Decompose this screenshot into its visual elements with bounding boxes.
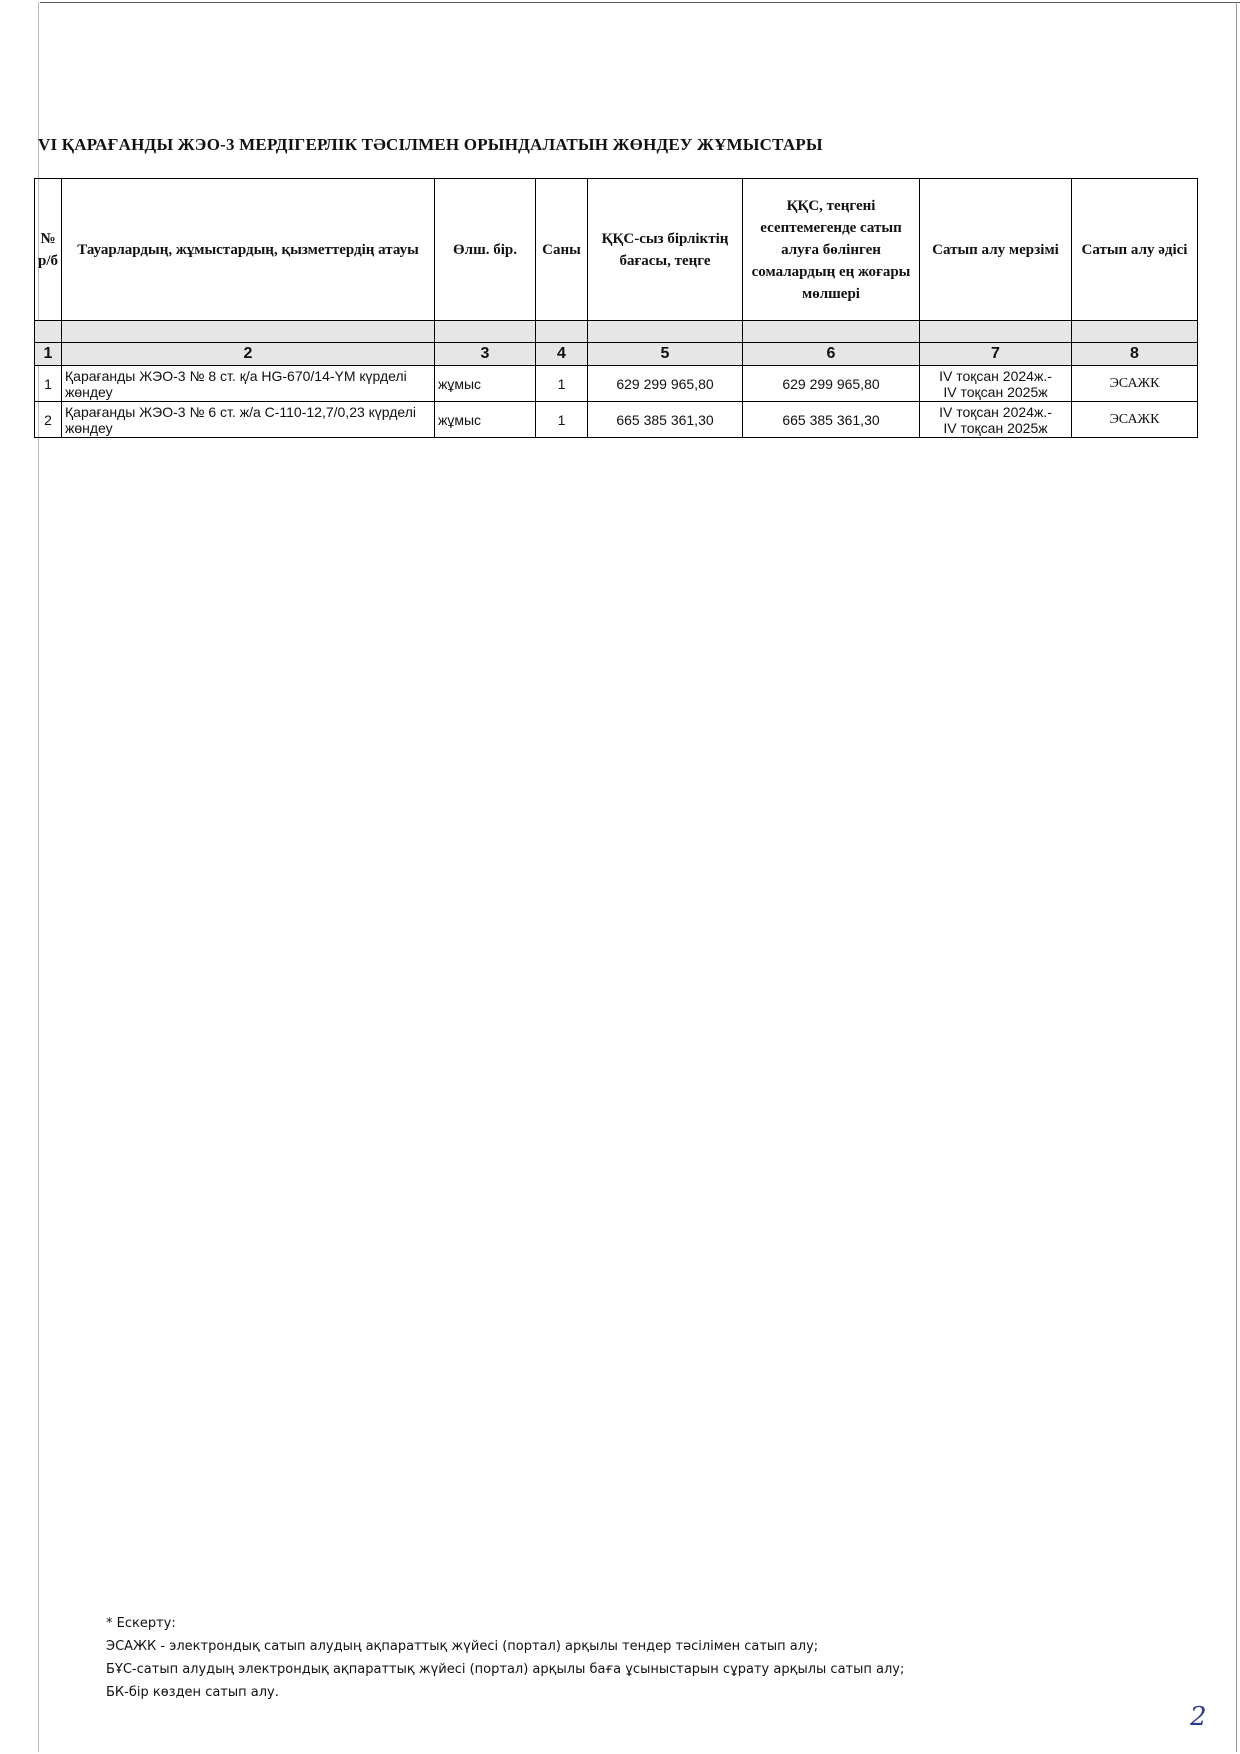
item-qty: 1 <box>536 366 588 402</box>
column-number-row <box>35 343 1198 366</box>
column-number: 6 <box>743 343 920 366</box>
item-max-amount: 665 385 361,30 <box>743 402 920 438</box>
column-number: 7 <box>920 343 1072 366</box>
period-end: IV тоқсан 2025ж <box>943 383 1048 400</box>
column-number: 4 <box>536 343 588 366</box>
item-method: ЭСАЖК <box>1072 402 1198 438</box>
item-unit: жұмыс <box>435 366 536 402</box>
table-spacer-row <box>35 321 1198 343</box>
item-unit: жұмыс <box>435 402 536 438</box>
header-cell-period: Сатып алу мерзімі <box>920 179 1072 321</box>
period-start: IV тоқсан 2024ж.- <box>939 367 1052 384</box>
column-number: 1 <box>35 343 62 366</box>
header-cell-qty: Саны <box>536 179 588 321</box>
item-period <box>920 366 1072 402</box>
item-unit-price: 665 385 361,30 <box>588 402 743 438</box>
item-name: Қарағанды ЖЭО-3 № 8 ст. қ/а HG-670/14-YM күрделі жөндеу <box>62 366 435 402</box>
header-cell-unit: Өлш. бір. <box>435 179 536 321</box>
column-number: 2 <box>62 343 435 366</box>
period-end: IV тоқсан 2025ж <box>943 419 1048 436</box>
header-cell-unit-price: ҚҚС-сыз бірліктің бағасы, теңге <box>588 179 743 321</box>
scan-edge-top <box>40 2 1240 3</box>
row-number: 1 <box>35 366 62 402</box>
section-title: VI ҚАРАҒАНДЫ ЖЭО-3 МЕРДІГЕРЛІК ТӘСІЛМЕН ОРЫНДАЛАТЫН ЖӨНДЕУ ЖҰМЫСТАРЫ <box>38 135 823 154</box>
procurement-table <box>34 178 1198 438</box>
header-cell-max-amount: ҚҚС, теңгені есептемегенде сатып алуға бөлінген сомалардың ең жоғары мөлшері <box>743 179 920 321</box>
table-header-row <box>35 179 1198 321</box>
item-max-amount: 629 299 965,80 <box>743 366 920 402</box>
header-cell-no: № р/б <box>35 179 62 321</box>
footnote-line: БК-бір көзден сатып алу. <box>106 1685 279 1700</box>
column-number: 5 <box>588 343 743 366</box>
item-period <box>920 402 1072 438</box>
item-unit-price: 629 299 965,80 <box>588 366 743 402</box>
column-number: 8 <box>1072 343 1198 366</box>
header-cell-method: Сатып алу әдісі <box>1072 179 1198 321</box>
column-number: 3 <box>435 343 536 366</box>
period-start: IV тоқсан 2024ж.- <box>939 403 1052 420</box>
footnote <box>106 1612 904 1704</box>
scan-edge-right <box>1236 2 1237 1752</box>
footnote-line: БҰС-сатып алудың электрондық ақпараттық жүйесі (портал) арқылы баға ұсыныстарын сұрату арқылы сатып алу; <box>106 1662 905 1677</box>
item-method: ЭСАЖК <box>1072 366 1198 402</box>
item-name: Қарағанды ЖЭО-3 № 6 ст. ж/а С-110-12,7/0,23 күрделі жөндеу <box>62 402 435 438</box>
table-row <box>35 366 1198 402</box>
table-row <box>35 402 1198 438</box>
footnote-line: ЭСАЖК - электрондық сатып алудың ақпараттық жүйесі (портал) арқылы тендер тәсілімен сатып алу; <box>106 1639 819 1654</box>
page-number: 2 <box>1190 1702 1207 1732</box>
header-cell-name: Тауарлардың, жұмыстардың, қызметтердің атауы <box>62 179 435 321</box>
item-qty: 1 <box>536 402 588 438</box>
row-number: 2 <box>35 402 62 438</box>
footnote-heading: * Ескерту: <box>106 1616 176 1631</box>
